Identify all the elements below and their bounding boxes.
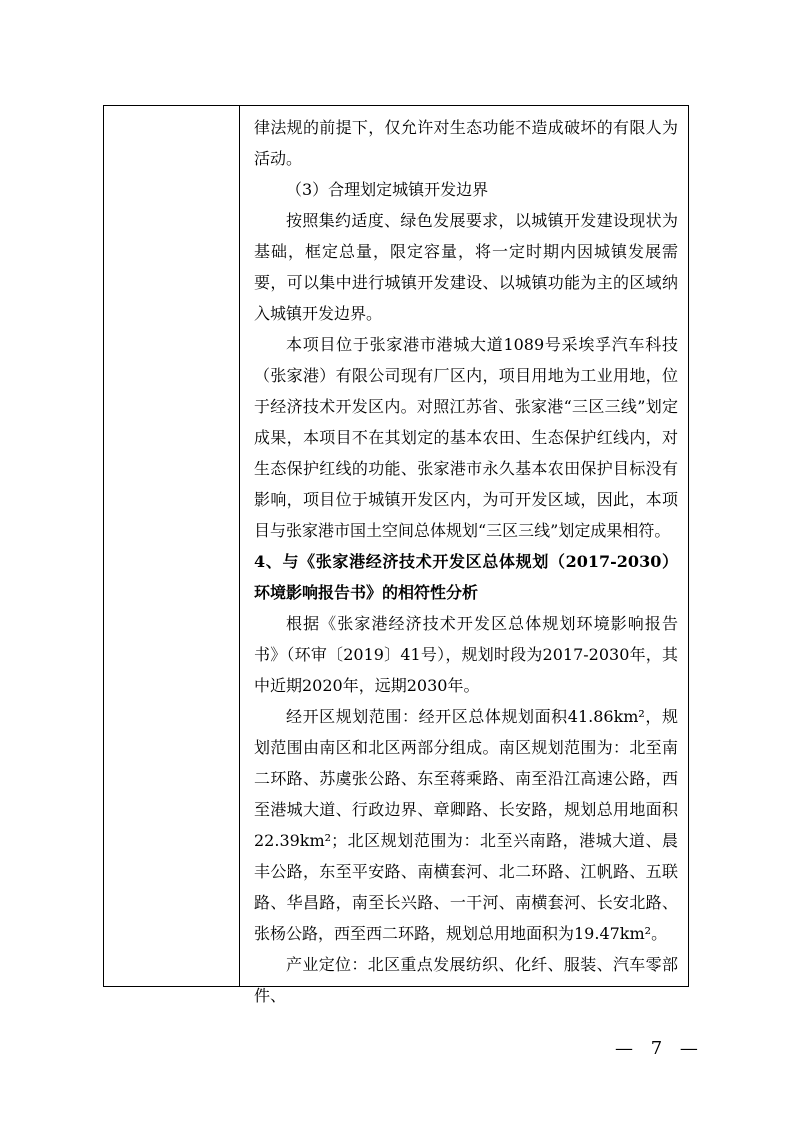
table-label-cell — [104, 106, 240, 986]
content-table — [103, 105, 689, 1005]
paragraph-planning-scope: 经开区规划范围：经开区总体规划面积41.86km²，规划范围由南区和北区两部分组成。南区规划范围为：北至南二环路、苏虞张公路、东至蒋乘路、南至沿江高速公路，西至港城大道、行政边界、章卿路、长安路，规划总用地面积22.39km²；北区规划范围为：北至兴南路，港城大道、晨丰公路，东至平安路、南横套河、北二环路、江帆路、五联路、华昌路，南至长兴路、一干河、南横套河、长安北路、张杨公路，西至西二环路，规划总用地面积为19.47km²。 — [254, 707, 678, 943]
subheading-urban-boundary: （3）合理划定城镇开发边界 — [286, 180, 489, 199]
paragraph-industry-positioning: 产业定位：北区重点发展纺织、化纤、服装、汽车零部件、 — [254, 955, 678, 1005]
page-number: — 7 — — [615, 1038, 704, 1059]
paragraph-project-location: 本项目位于张家港市港城大道1089号采埃孚汽车科技（张家港）有限公司现有厂区内，项目用地为工业用地，位于经济技术开发区内。对照江苏省、张家港“三区三线”划定成果，本项目不在其划定的基本农田、生态保护红线内，对生态保护红线的功能、张家港市永久基本农田保护目标没有影响，项目位于城镇开发区内，为可开发区域，因此，本项目与张家港市国土空间总体规划“三区三线”划定成果相符。 — [254, 335, 678, 540]
paragraph-eia-report: 根据《张家港经济技术开发区总体规划环境影响报告书》（环审〔2019〕41号），规划时段为2017-2030年，其中近期2020年，远期2030年。 — [254, 614, 678, 695]
paragraph-continuation: 律法规的前提下，仅允许对生态功能不造成破坏的有限人为活动。 — [254, 118, 678, 168]
table-content-cell — [241, 106, 688, 1005]
section-heading-conformity: 4、与《张家港经济技术开发区总体规划（2017-2030）环境影响报告书》的相符性分析 — [254, 552, 678, 602]
paragraph-urban-boundary: 按照集约适度、绿色发展要求，以城镇开发建设现状为基础，框定总量，限定容量，将一定时期内因城镇发展需要，可以集中进行城镇开发建设、以城镇功能为主的区域纳入城镇开发边界。 — [254, 211, 678, 323]
